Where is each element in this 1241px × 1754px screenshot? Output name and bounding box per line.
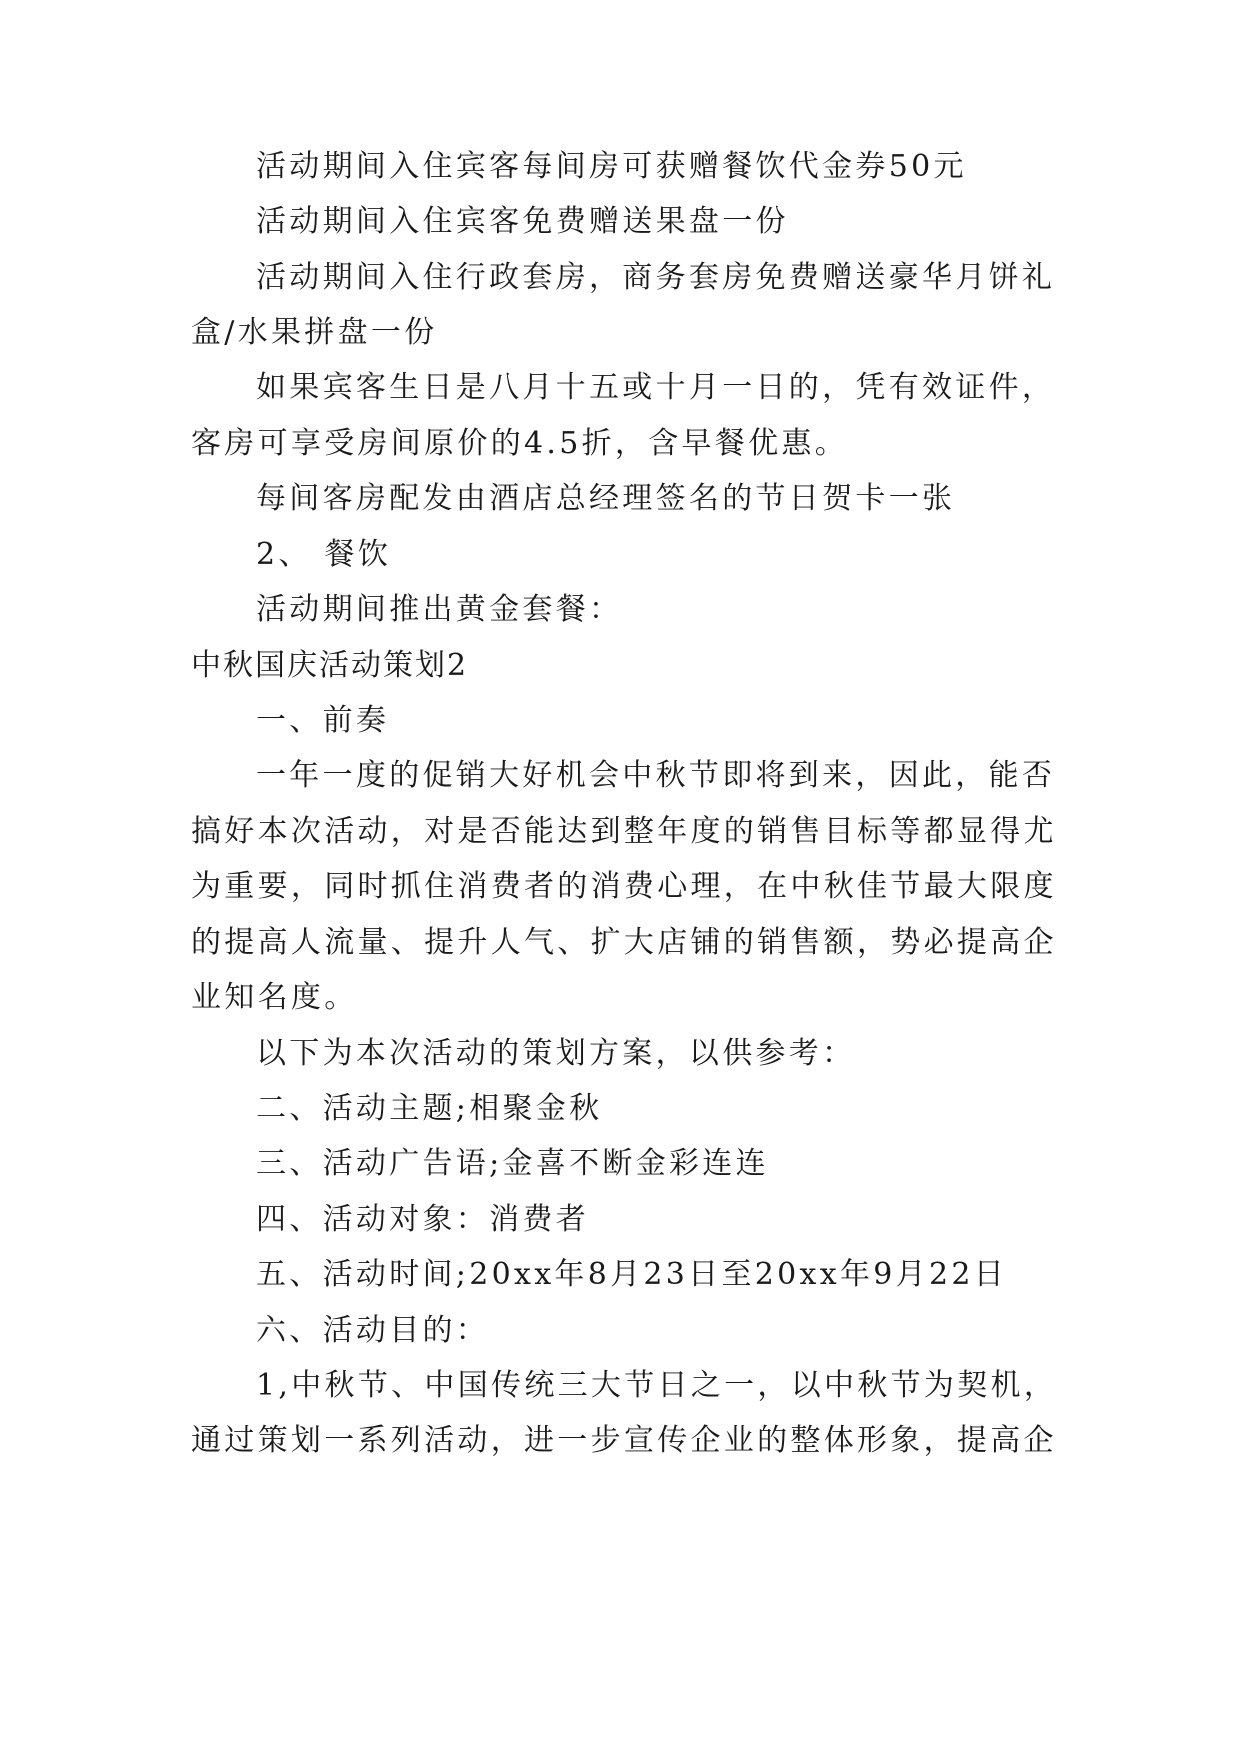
paragraph-line: 的提高人流量、提升人气、扩大店铺的销售额，势必提高企	[191, 925, 1057, 960]
document-title: 中秋国庆活动策划2	[191, 648, 469, 683]
section-heading: 五、活动时间;20xx年8月23日至20xx年9月22日	[256, 1257, 1008, 1292]
section-heading: 六、活动目的：	[256, 1313, 490, 1348]
paragraph-line: 活动期间入住行政套房，商务套房免费赠送豪华月饼礼	[256, 260, 1056, 295]
paragraph-line: 如果宾客生日是八月十五或十月一日的，凭有效证件，	[256, 370, 1056, 405]
paragraph-line: 为重要，同时抓住消费者的消费心理，在中秋佳节最大限度	[191, 869, 1057, 904]
section-heading: 一、前奏	[256, 703, 390, 738]
paragraph-line: 活动期间推出黄金套餐：	[256, 592, 623, 627]
section-heading: 二、活动主题;相聚金秋	[256, 1091, 603, 1126]
paragraph-line: 通过策划一系列活动，进一步宣传企业的整体形象，提高企	[191, 1423, 1057, 1458]
paragraph-line: 客房可享受房间原价的4.5折，含早餐优惠。	[191, 426, 849, 461]
paragraph-line: 活动期间入住宾客每间房可获赠餐饮代金券50元	[256, 149, 967, 184]
section-heading: 2、 餐饮	[256, 537, 392, 572]
paragraph-line: 1,中秋节、中国传统三大节日之一，以中秋节为契机，	[256, 1368, 1058, 1403]
paragraph-line: 一年一度的促销大好机会中秋节即将到来，因此，能否	[256, 758, 1056, 793]
paragraph-line: 以下为本次活动的策划方案，以供参考：	[256, 1036, 856, 1071]
section-heading: 三、活动广告语;金喜不断金彩连连	[256, 1146, 769, 1181]
paragraph-line: 业知名度。	[191, 980, 358, 1015]
paragraph-line: 搞好本次活动，对是否能达到整年度的销售目标等都显得尤	[191, 814, 1057, 849]
paragraph-line: 每间客房配发由酒店总经理签名的节日贺卡一张	[256, 481, 956, 516]
paragraph-line: 活动期间入住宾客免费赠送果盘一份	[256, 204, 789, 239]
section-heading: 四、活动对象：消费者	[256, 1202, 589, 1237]
paragraph-line: 盒/水果拼盘一份	[191, 315, 438, 350]
